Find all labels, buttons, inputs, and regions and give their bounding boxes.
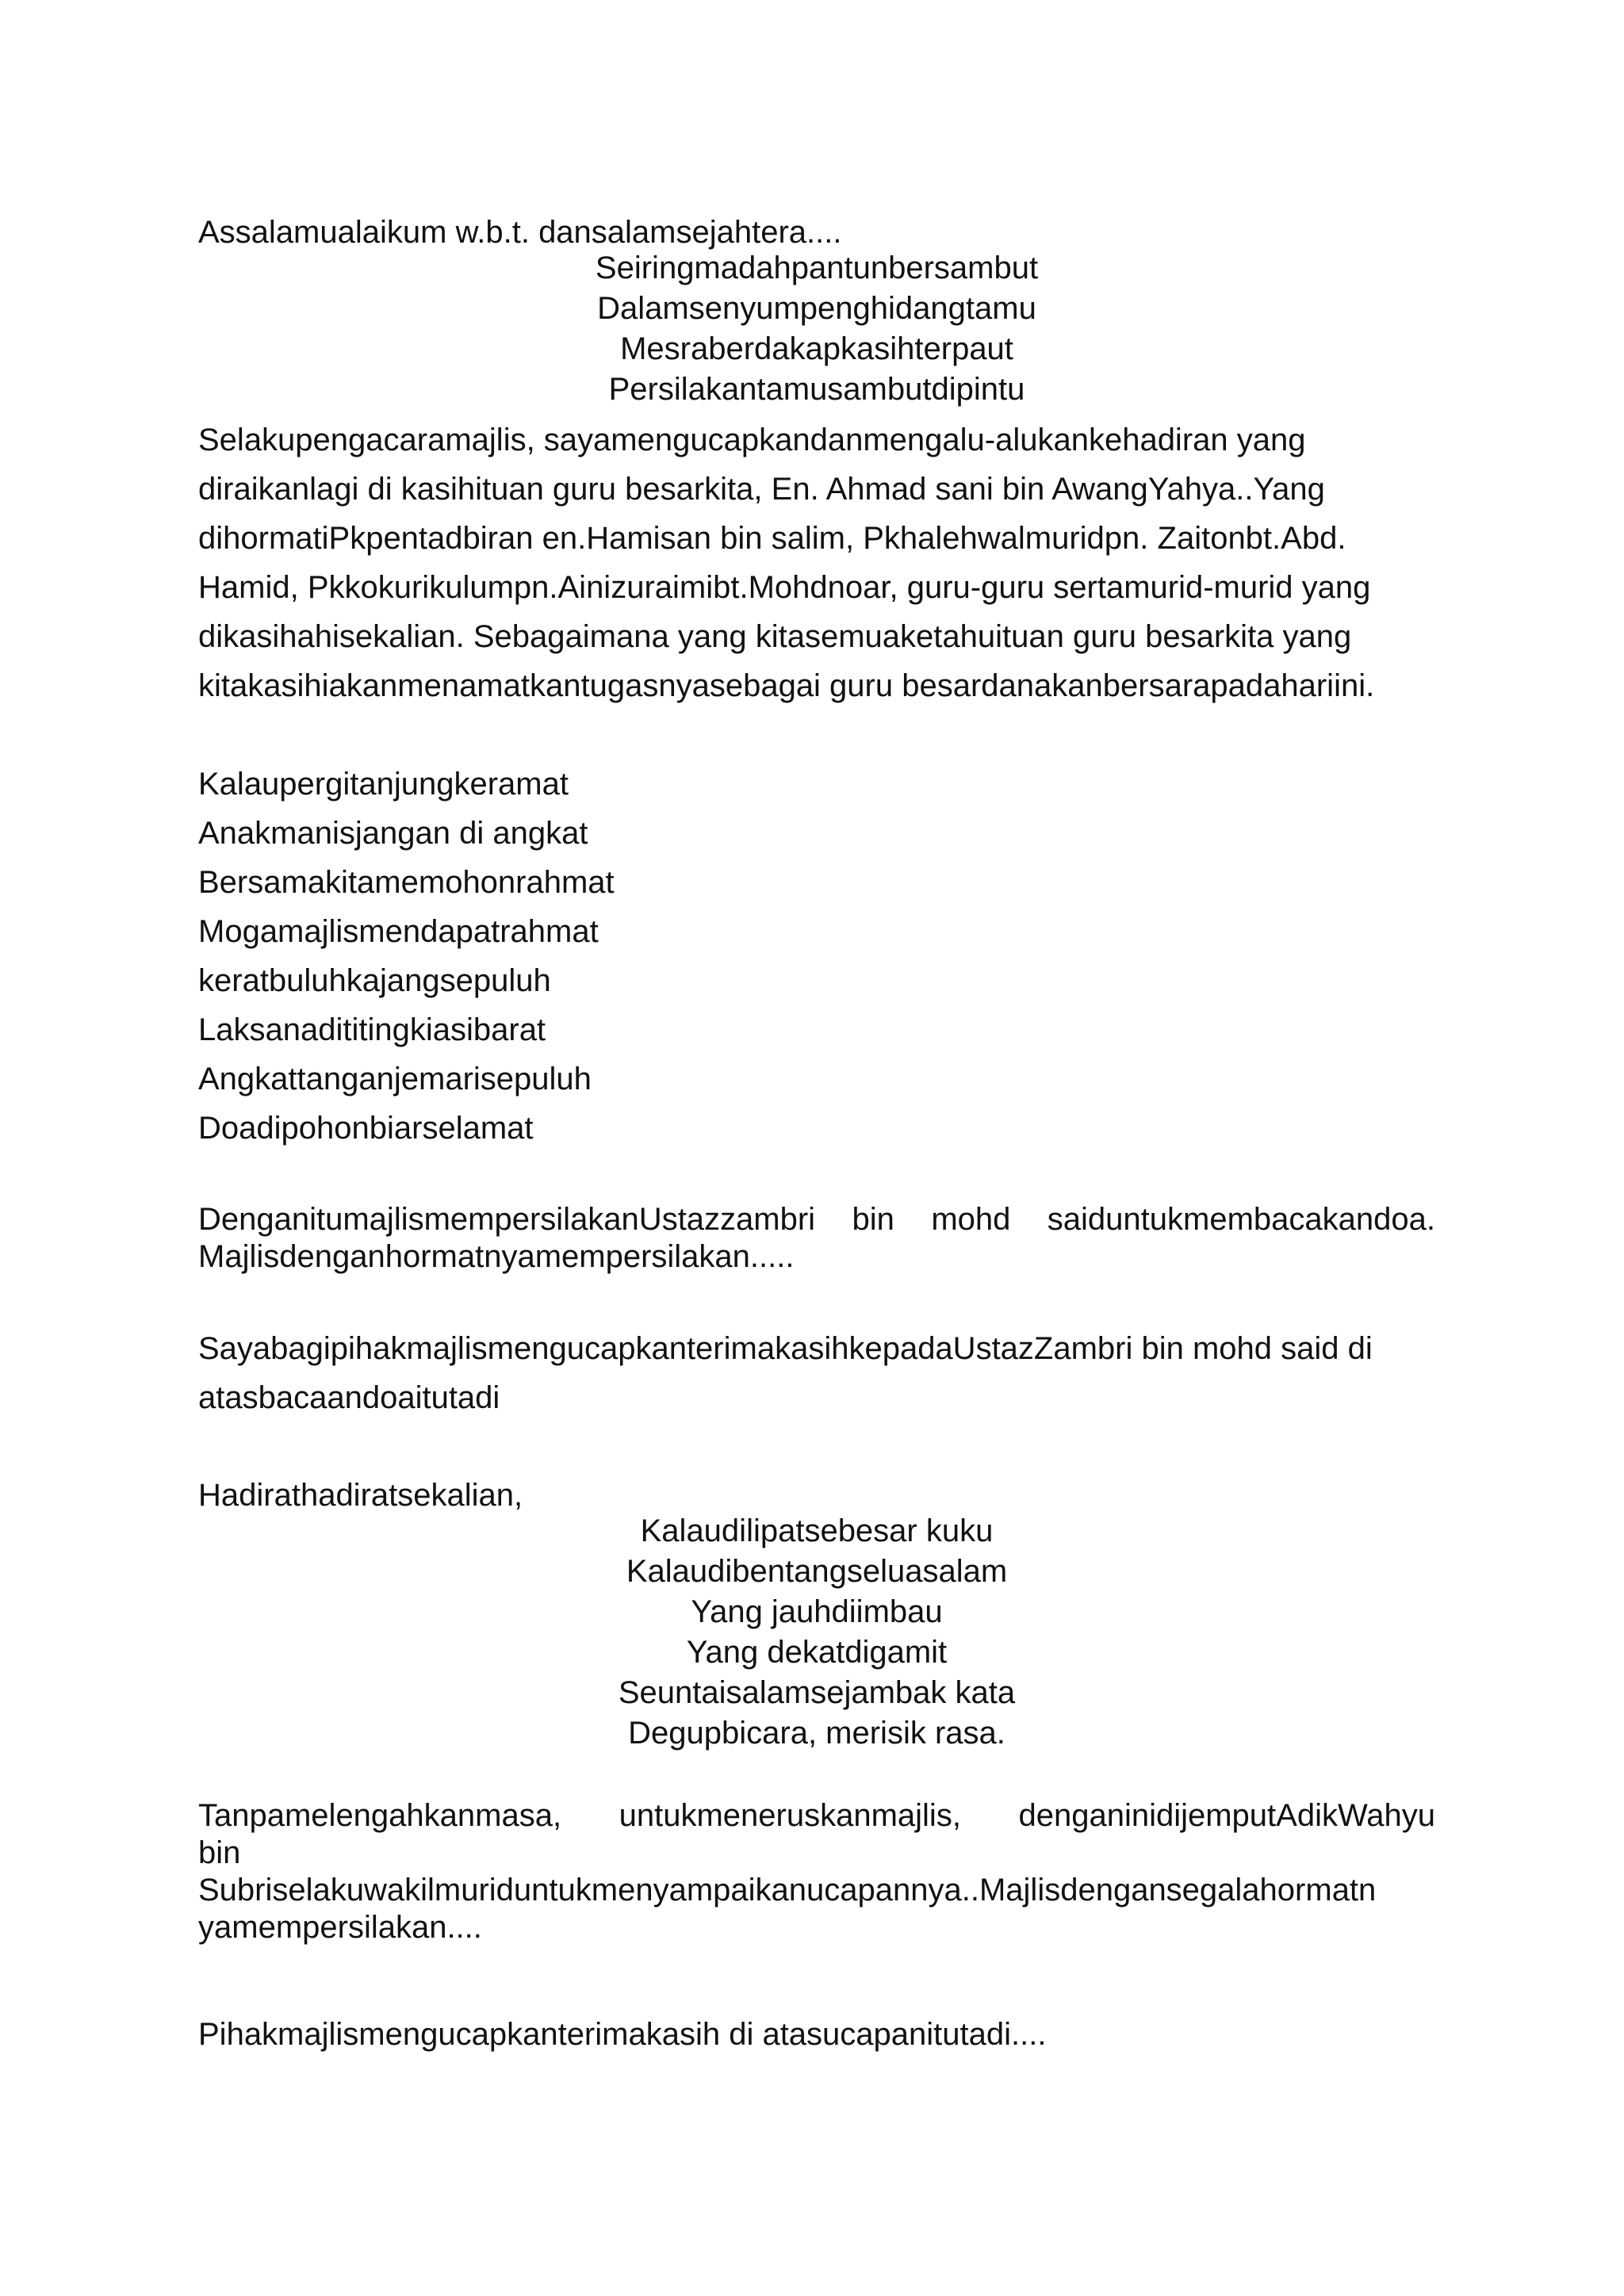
closing-line — [198, 2010, 1435, 2059]
word: bin — [852, 1202, 894, 1237]
word: DenganitumajlismempersilakanUstazzambri — [198, 1202, 816, 1237]
paragraph-line: Hamid, Pkkokurikulumpn.Ainizuraimibt.Mohdnoar, guru-guru sertamurid-murid yang — [198, 570, 1371, 605]
pantun-line: Anakmanisjangan di angkat — [198, 816, 588, 851]
pantun-line: Seuntaisalamsejambak kata — [618, 1675, 1016, 1710]
wahyu-invitation — [198, 1797, 1435, 1946]
paragraph-line: diraikanlagi di kasihituan guru besarkita, En. Ahmad sani bin AwangYahya..Yang — [198, 472, 1325, 507]
pantun-line: Bersamakitamemohonrahmat — [198, 865, 615, 900]
doa-pantun — [198, 760, 1435, 1153]
intro-paragraph — [198, 415, 1435, 710]
paragraph-line: bin — [198, 1835, 241, 1870]
paragraph-line: Majlisdenganhormatnyamempersilakan..... — [198, 1239, 795, 1274]
pantun-line: keratbuluhkajangsepuluh — [198, 963, 551, 998]
paragraph-line: dihormatiPkpentadbiran en.Hamisan bin salim, Pkhalehwalmuridpn. Zaitonbt.Abd. — [198, 521, 1346, 556]
pantun-line: Seiringmadahpantunbersambut — [595, 251, 1039, 285]
pantun-line: Kalaupergitanjungkeramat — [198, 767, 569, 802]
pantun-line: Angkattanganjemarisepuluh — [198, 1062, 592, 1096]
paragraph-line: yamempersilakan.... — [198, 1910, 482, 1945]
pantun-line: Mogamajlismendapatrahmat — [198, 914, 599, 949]
word: untukmeneruskanmajlis, — [619, 1798, 961, 1833]
pantun-line: Dalamsenyumpenghidangtamu — [597, 291, 1036, 326]
closing-text: Pihakmajlismengucapkanterimakasih di atasucapanitutadi.... — [198, 2017, 1047, 2052]
paragraph-line: dikasihahisekalian. Sebagaimana yang kitasemuaketahuituan guru besarkita yang — [198, 619, 1352, 654]
word: denganinidijemputAdikWahyu — [1018, 1798, 1435, 1833]
doa-thanks — [198, 1324, 1435, 1422]
pantun-line: Kalaudibentangseluasalam — [626, 1554, 1008, 1589]
greeting-pantun — [198, 1511, 1435, 1754]
greeting-text: Assalamualaikum w.b.t. dansalamsejahtera.... — [198, 215, 842, 250]
pantun-line: Degupbicara, merisik rasa. — [628, 1716, 1005, 1751]
paragraph-line: atasbacaandoaitutadi — [198, 1380, 500, 1415]
pantun-line: Doadipohonbiarselamat — [198, 1111, 534, 1146]
pantun-line: Kalaudilipatsebesar kuku — [640, 1513, 994, 1548]
pantun-line: Yang dekatdigamit — [686, 1635, 948, 1670]
justified-line — [198, 1201, 1435, 1238]
pantun-line: Persilakantamusambutdipintu — [608, 372, 1025, 407]
word: Tanpamelengahkanmasa, — [198, 1798, 562, 1833]
paragraph-line: kitakasihiakanmenamatkantugasnyasebagai guru besardanakanbersarapadahariini. — [198, 668, 1375, 703]
address-text: Hadirathadiratsekalian, — [198, 1478, 523, 1513]
paragraph-line: Selakupengacaramajlis, sayamengucapkandanmengalu-alukankehadiran yang — [198, 423, 1306, 457]
pantun-line: Yang jauhdiimbau — [691, 1594, 943, 1629]
justified-line — [198, 1797, 1435, 1835]
paragraph-line: Subriselakuwakilmuriduntukmenyampaikanucapannya..Majlisdengansegalahormatn — [198, 1873, 1377, 1908]
opening-pantun — [198, 248, 1435, 410]
word: mohd — [931, 1202, 1011, 1237]
pantun-line: Laksanadititingkiasibarat — [198, 1012, 546, 1047]
pantun-line: Mesraberdakapkasihterpaut — [620, 331, 1013, 366]
paragraph-line: SayabagipihakmajlismengucapkanterimakasihkepadaUstazZambri bin mohd said di — [198, 1331, 1373, 1366]
doa-invitation — [198, 1201, 1435, 1276]
word: saiduntukmembacakandoa. — [1047, 1202, 1435, 1237]
